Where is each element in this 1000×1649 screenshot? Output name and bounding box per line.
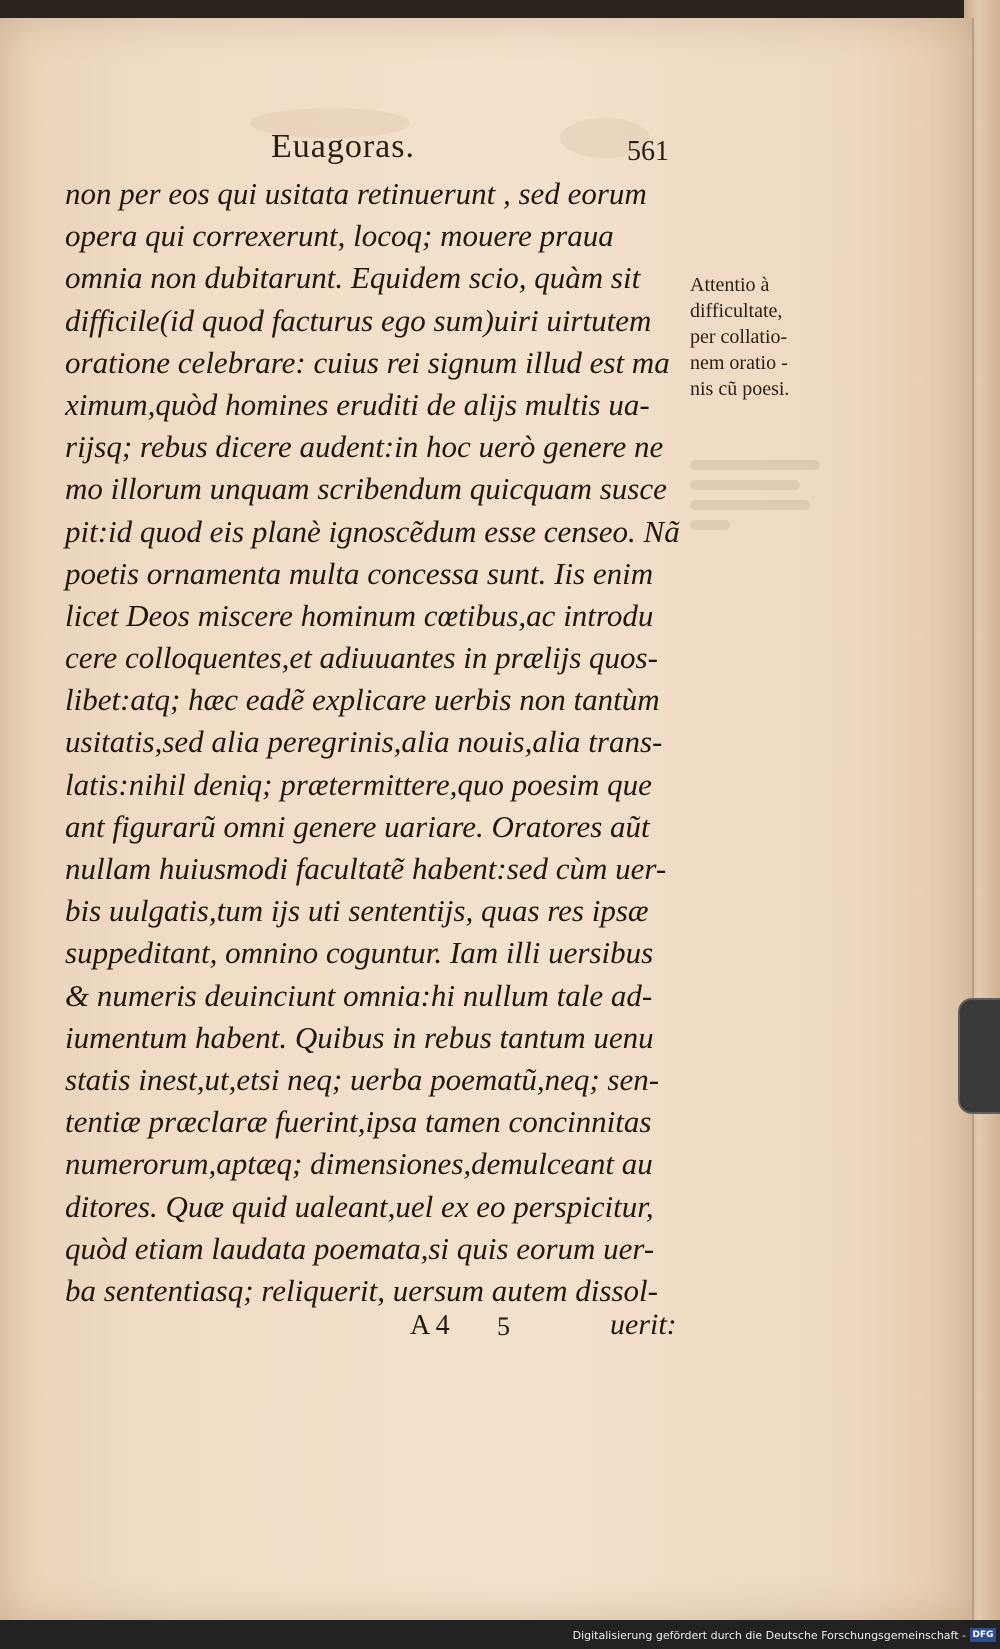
text-line: & numeris deuinciunt omnia:hi nullum tale ad- — [65, 977, 653, 1013]
marginal-note-line: Attentio à — [690, 274, 770, 296]
show-through-line — [690, 480, 800, 490]
marginal-note — [690, 272, 789, 402]
text-line: iumentum habent. Quibus in rebus tantum uenu — [65, 1019, 654, 1055]
text-line: suppeditant, omnino coguntur. Iam illi uersibus — [65, 935, 654, 971]
text-line: pit:id quod eis planè ignoscẽdum esse censeo. Nã — [65, 513, 680, 549]
text-line: quòd etiam laudata poemata,si quis eorum uer- — [65, 1230, 655, 1266]
text-line: tentiæ præclaræ fuerint,ipsa tamen concinnitas — [65, 1104, 652, 1140]
signature-number: 5 — [497, 1312, 510, 1341]
book-clasp — [958, 998, 1000, 1114]
show-through-line — [690, 500, 810, 510]
text-line: opera qui correxerunt, locoq; mouere praua — [65, 218, 614, 254]
text-line: poetis ornamenta multa concessa sunt. Iis enim — [65, 555, 654, 591]
text-line: numerorum,aptæq; dimensiones,demulceant au — [65, 1146, 653, 1182]
text-line: statis inest,ut,etsi neq; uerba poematũ,neq; sen- — [65, 1061, 660, 1097]
text-line: rijsq; rebus dicere audent:in hoc uerò genere ne — [65, 429, 664, 465]
show-through-line — [690, 460, 820, 470]
text-line: bis uulgatis,tum ijs uti sententijs, quas res ipsæ — [65, 893, 649, 929]
text-line: cere colloquentes,et adiuuantes in prælijs quos- — [65, 640, 658, 676]
text-line: oratione celebrare: cuius rei signum illud est ma — [65, 344, 670, 380]
running-head: Euagoras. — [271, 128, 416, 165]
page-number: 561 — [627, 136, 669, 167]
text-line: ant figurarũ omni genere uariare. Oratores aũt — [65, 808, 650, 844]
text-line: latis:nihil deniq; prætermittere,quo poesim que — [65, 766, 652, 802]
show-through-line — [690, 520, 730, 530]
show-through-text — [690, 450, 830, 550]
marginal-note-line: difficultate, — [690, 300, 783, 322]
text-line: non per eos qui usitata retinuerunt , sed eorum — [65, 176, 647, 211]
catchword: uerit: — [610, 1308, 677, 1341]
text-line: difficile(id quod facturus ego sum)uiri uirtutem — [65, 302, 652, 338]
marginal-note-line: per collatio- — [690, 326, 788, 348]
text-line: ximum,quòd homines eruditi de alijs multis ua- — [65, 386, 650, 422]
marginal-note-line: nis cũ poesi. — [690, 378, 790, 400]
funding-credit: Digitalisierung gefördert durch die Deutsche Forschungsgemeinschaft - — [572, 1629, 966, 1642]
body-text — [65, 173, 685, 1312]
text-line: omnia non dubitarunt. Equidem scio, quàm sit — [65, 260, 641, 296]
dfg-logo: DFG — [970, 1628, 996, 1642]
text-line: libet:atq; hæc eadẽ explicare uerbis non tantùm — [65, 682, 660, 718]
marginal-note-line: nem oratio - — [690, 352, 788, 374]
text-line: licet Deos miscere hominum cœtibus,ac introdu — [65, 597, 654, 633]
printer-signature: A 4 — [410, 1310, 450, 1341]
text-line: ditores. Quæ quid ualeant,uel ex eo perspicitur, — [65, 1188, 654, 1224]
text-line: mo illorum unquam scribendum quicquam susce — [65, 471, 667, 507]
text-line: nullam huiusmodi facultatẽ habent:sed cùm uer- — [65, 851, 667, 886]
text-line: ba sententiasq; reliquerit, uersum autem dissol- — [65, 1272, 658, 1308]
text-line: usitatis,sed alia peregrinis,alia nouis,alia trans- — [65, 724, 663, 760]
